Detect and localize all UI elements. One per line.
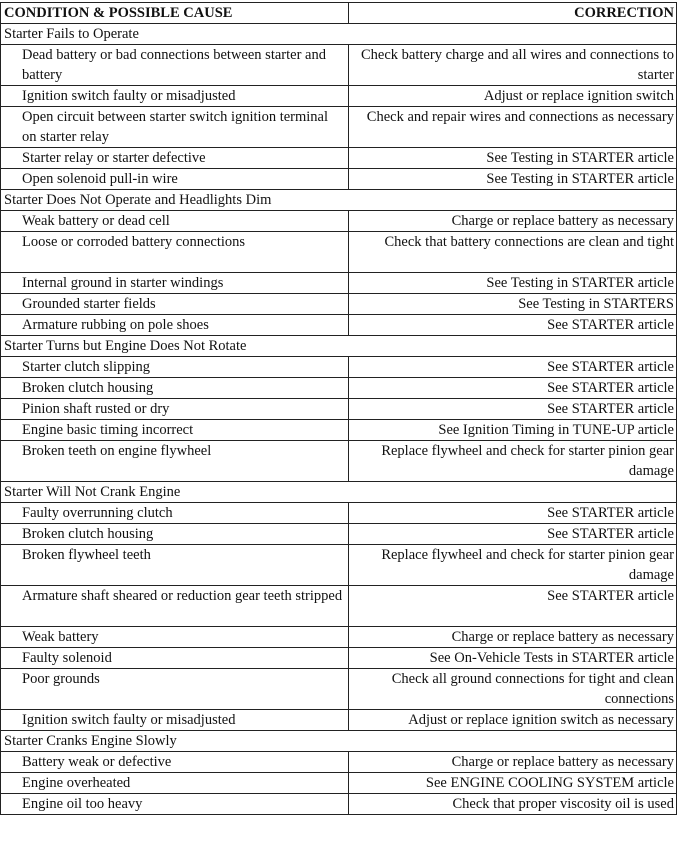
correction-column-header: CORRECTION bbox=[349, 3, 677, 24]
cause-cell: Armature rubbing on pole shoes bbox=[1, 315, 349, 336]
condition-column-header: CONDITION & POSSIBLE CAUSE bbox=[1, 3, 349, 24]
table-row bbox=[1, 669, 677, 710]
table-row bbox=[1, 273, 677, 294]
cause-cell: Dead battery or bad connections between starter and battery bbox=[1, 45, 349, 86]
cause-cell: Grounded starter fields bbox=[1, 294, 349, 315]
cause-cell: Faulty solenoid bbox=[1, 648, 349, 669]
correction-cell: See Testing in STARTERS bbox=[349, 294, 677, 315]
cause-cell: Open solenoid pull-in wire bbox=[1, 169, 349, 190]
cause-cell: Ignition switch faulty or misadjusted bbox=[1, 86, 349, 107]
correction-cell: Adjust or replace ignition switch as necessary bbox=[349, 710, 677, 731]
cause-cell: Ignition switch faulty or misadjusted bbox=[1, 710, 349, 731]
cause-cell: Weak battery or dead cell bbox=[1, 211, 349, 232]
table-row bbox=[1, 648, 677, 669]
table-row bbox=[1, 420, 677, 441]
correction-cell: Charge or replace battery as necessary bbox=[349, 752, 677, 773]
table-row bbox=[1, 586, 677, 627]
cause-cell: Internal ground in starter windings bbox=[1, 273, 349, 294]
table-row bbox=[1, 399, 677, 420]
correction-cell: Charge or replace battery as necessary bbox=[349, 627, 677, 648]
table-row bbox=[1, 773, 677, 794]
section-row bbox=[1, 731, 677, 752]
correction-cell: See STARTER article bbox=[349, 399, 677, 420]
correction-cell: Check all ground connections for tight and clean connections bbox=[349, 669, 677, 710]
correction-cell: Charge or replace battery as necessary bbox=[349, 211, 677, 232]
correction-cell: See Testing in STARTER article bbox=[349, 169, 677, 190]
correction-cell: See ENGINE COOLING SYSTEM article bbox=[349, 773, 677, 794]
correction-cell: See STARTER article bbox=[349, 524, 677, 545]
correction-cell: Check and repair wires and connections as necessary bbox=[349, 107, 677, 148]
cause-cell: Poor grounds bbox=[1, 669, 349, 710]
section-title: Starter Turns but Engine Does Not Rotate bbox=[1, 336, 677, 357]
table-row bbox=[1, 357, 677, 378]
cause-cell: Engine basic timing incorrect bbox=[1, 420, 349, 441]
table-row bbox=[1, 45, 677, 86]
section-title: Starter Cranks Engine Slowly bbox=[1, 731, 677, 752]
table-row bbox=[1, 503, 677, 524]
correction-cell: Replace flywheel and check for starter pinion gear damage bbox=[349, 441, 677, 482]
table-row bbox=[1, 211, 677, 232]
table-row bbox=[1, 107, 677, 148]
cause-cell: Engine overheated bbox=[1, 773, 349, 794]
correction-cell: Check that proper viscosity oil is used bbox=[349, 794, 677, 815]
table-row bbox=[1, 710, 677, 731]
correction-cell: Check that battery connections are clean and tight bbox=[349, 232, 677, 273]
table-row bbox=[1, 315, 677, 336]
cause-cell: Battery weak or defective bbox=[1, 752, 349, 773]
correction-cell: Adjust or replace ignition switch bbox=[349, 86, 677, 107]
table-row bbox=[1, 627, 677, 648]
cause-cell: Starter clutch slipping bbox=[1, 357, 349, 378]
header-row bbox=[1, 3, 677, 24]
table-row bbox=[1, 86, 677, 107]
cause-cell: Broken flywheel teeth bbox=[1, 545, 349, 586]
table-row bbox=[1, 794, 677, 815]
table-row bbox=[1, 378, 677, 399]
correction-cell: Check battery charge and all wires and connections to starter bbox=[349, 45, 677, 86]
correction-cell: See STARTER article bbox=[349, 357, 677, 378]
table-row bbox=[1, 232, 677, 273]
cause-cell: Starter relay or starter defective bbox=[1, 148, 349, 169]
section-row bbox=[1, 482, 677, 503]
correction-cell: See Testing in STARTER article bbox=[349, 148, 677, 169]
table-row bbox=[1, 294, 677, 315]
starter-troubleshooting-table bbox=[0, 2, 677, 815]
section-title: Starter Does Not Operate and Headlights Dim bbox=[1, 190, 677, 211]
section-title: Starter Fails to Operate bbox=[1, 24, 677, 45]
table-row bbox=[1, 148, 677, 169]
cause-cell: Broken clutch housing bbox=[1, 524, 349, 545]
section-row bbox=[1, 190, 677, 211]
table-row bbox=[1, 752, 677, 773]
correction-cell: See Ignition Timing in TUNE-UP article bbox=[349, 420, 677, 441]
table-row bbox=[1, 169, 677, 190]
cause-cell: Armature shaft sheared or reduction gear teeth stripped bbox=[1, 586, 349, 627]
cause-cell: Engine oil too heavy bbox=[1, 794, 349, 815]
cause-cell: Faulty overrunning clutch bbox=[1, 503, 349, 524]
table-row bbox=[1, 524, 677, 545]
correction-cell: See STARTER article bbox=[349, 586, 677, 627]
correction-cell: See STARTER article bbox=[349, 503, 677, 524]
cause-cell: Broken teeth on engine flywheel bbox=[1, 441, 349, 482]
correction-cell: Replace flywheel and check for starter pinion gear damage bbox=[349, 545, 677, 586]
correction-cell: See STARTER article bbox=[349, 315, 677, 336]
cause-cell: Broken clutch housing bbox=[1, 378, 349, 399]
correction-cell: See STARTER article bbox=[349, 378, 677, 399]
correction-cell: See Testing in STARTER article bbox=[349, 273, 677, 294]
cause-cell: Loose or corroded battery connections bbox=[1, 232, 349, 273]
section-row bbox=[1, 336, 677, 357]
cause-cell: Open circuit between starter switch ignition terminal on starter relay bbox=[1, 107, 349, 148]
table-row bbox=[1, 545, 677, 586]
section-row bbox=[1, 24, 677, 45]
section-title: Starter Will Not Crank Engine bbox=[1, 482, 677, 503]
table-row bbox=[1, 441, 677, 482]
correction-cell: See On-Vehicle Tests in STARTER article bbox=[349, 648, 677, 669]
cause-cell: Weak battery bbox=[1, 627, 349, 648]
cause-cell: Pinion shaft rusted or dry bbox=[1, 399, 349, 420]
